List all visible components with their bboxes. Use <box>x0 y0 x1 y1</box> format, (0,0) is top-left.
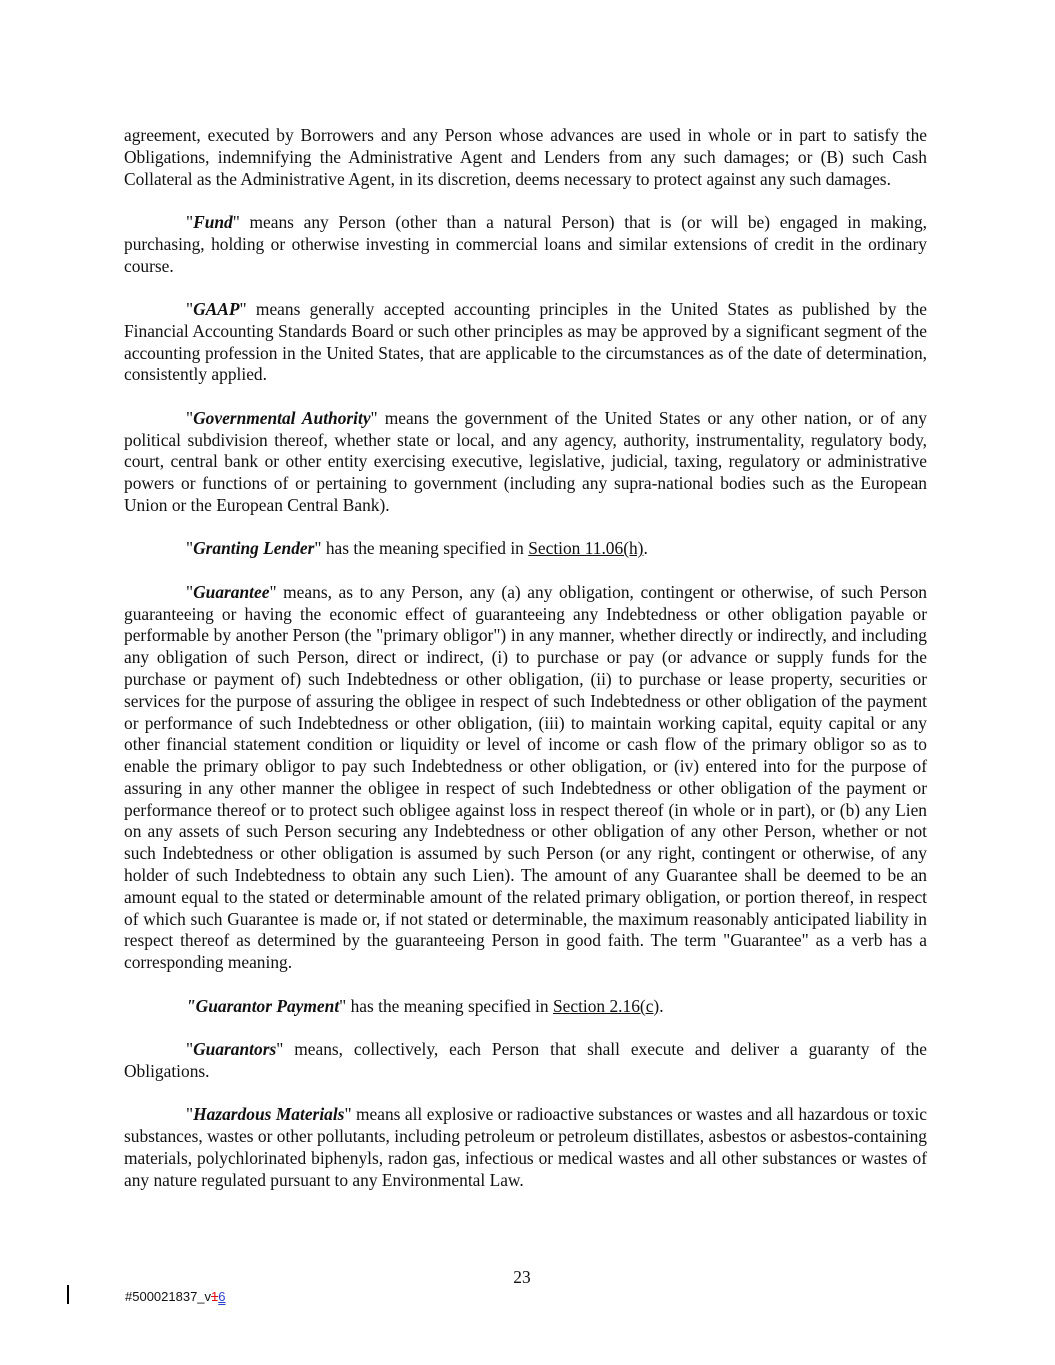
version-deleted: 1 <box>211 1289 219 1304</box>
definition-hazardous-materials: "Hazardous Materials" means all explosive or radioactive substances or wastes and all hazardous or toxic substances, wastes or other pollutants, including petroleum or petroleum distillates, asbestos or asbestos-containing materials, polychlorinated biphenyls, radon gas, infectious or medical wastes and all other substances or wastes of any nature regulated pursuant to any Environmental Law. <box>124 1104 927 1190</box>
defined-term: Hazardous Materials <box>193 1104 345 1125</box>
definition-text: means the government of the United States or any other nation, or of any political subdivision thereof, whether state or local, and any agency, authority, instrumentality, regulatory body, court, central bank or other entity exercising executive, legislative, judicial, taxing, regulatory or administrative powers or functions of or pertaining to government (including any supra-national bodies such as the European Union or the European Central Bank). <box>124 407 927 515</box>
definition-text: means all explosive or radioactive substances or wastes and all hazardous or toxic substances, wastes or other pollutants, including petroleum or petroleum distillates, asbestos or asbestos-containing materials, polychlorinated biphenyls, radon gas, infectious or medical wastes and all other substances or wastes of any nature regulated pursuant to any Environmental Law. <box>124 1104 927 1190</box>
section-reference-link[interactable]: Section 2.16(c) <box>552 995 660 1016</box>
paragraph-continuation: agreement, executed by Borrowers and any Person whose advances are used in whole or in part to satisfy the Obligations, indemnifying the Administrative Agent and Lenders from any such damages; or (B) such Cash Collateral as the Administrative Agent, in its discretion, deems necessary to protect against any such damages. <box>124 125 927 189</box>
defined-term: Governmental Authority <box>193 407 371 428</box>
definition-text: means generally accepted accounting principles in the United States as published by the Financial Accounting Standards Board or such other principles as may be approved by a significant segment of the accounting profession in the United States, that are applicable to the circumstances as of the date of determination, consistently applied. <box>124 298 927 385</box>
section-reference-link[interactable]: Section 11.06(h) <box>528 538 644 559</box>
defined-term: Guarantee <box>193 581 270 602</box>
page-number: 23 <box>513 1267 531 1287</box>
definition-text: means, as to any Person, any (a) any obligation, contingent or otherwise, of such Person guaranteeing or having the economic effect of guaranteeing any Indebtedness or other obligation payable or performable by another Person (the "primary obligor") in any manner, whether directly or indirectly, and including any obligation of such Person, direct or indirect, (i) to purchase or pay (or advance or supply funds for the purchase or payment of) such Indebtedness or other obligation, (ii) to purchase or lease property, securities or services for the purpose of assuring the obligee in respect of such Indebtedness or other obligation of the payment or performance of such Indebtedness or other obligation, (iii) to maintain working capital, equity capital or any other financial statement condition or liquidity or level of income or cash flow of the primary obligor so as to enable the primary obligor to pay such Indebtedness or other obligation, or (iv) entered into for the purpose of assuring in any other manner the obligee in respect of such Indebtedness or other obligation of the payment or performance thereof or to protect such obligee against loss in respect thereof (in whole or in part), or (b) any Lien on any assets of such Person securing any Indebtedness or other obligation of any other Person, whether or not such Indebtedness or other obligation is assumed by such Person (or any right, contingent or otherwise, of any holder of such Indebtedness to obtain any such Lien). The amount of any Guarantee shall be deemed to be an amount equal to the stated or determinable amount of the related primary obligation, or portion thereof, in respect of which such Guarantee is made or, if not stated or determinable, the maximum reasonably anticipated liability in respect thereof as determined by the guaranteeing Person in good faith. The term "Guarantee" as a verb has a corresponding meaning. <box>124 581 927 973</box>
document-id: #500021837_v16 <box>125 1289 226 1304</box>
definition-text: has the meaning specified in <box>321 538 529 559</box>
definition-granting-lender: "Granting Lender" has the meaning specified in Section 11.06(h). <box>186 538 648 559</box>
defined-term: GAAP <box>193 298 240 319</box>
definitions-body <box>124 125 927 1213</box>
definition-governmental-authority: "Governmental Authority" means the government of the United States or any other nation, or of any political subdivision thereof, whether state or local, and any agency, authority, instrumentality, regulatory body, court, central bank or other entity exercising executive, legislative, judicial, taxing, regulatory or administrative powers or functions of or pertaining to government (including any supra-national bodies such as the European Union or the European Central Bank). <box>124 407 927 515</box>
definition-guarantors: "Guarantors" means, collectively, each Person that shall execute and deliver a guaranty of the Obligations. <box>124 1039 927 1081</box>
definition-fund: "Fund" means any Person (other than a natural Person) that is (or will be) engaged in making, purchasing, holding or otherwise investing in commercial loans and similar extensions of credit in the ordinary course. <box>124 211 927 276</box>
definition-guarantor-payment: "Guarantor Payment" has the meaning specified in Section 2.16(c). <box>186 995 664 1016</box>
definition-text: has the meaning specified in <box>346 995 553 1016</box>
revision-change-bar <box>67 1285 69 1304</box>
definition-guarantee: "Guarantee" means, as to any Person, any (a) any obligation, contingent or otherwise, of such Person guaranteeing or having the economic effect of guaranteeing any Indebtedness or other obligation payable or performable by another Person (the "primary obligor") in any manner, whether directly or indirectly, and including any obligation of such Person, direct or indirect, (i) to purchase or pay (or advance or supply funds for the purchase or payment of) such Indebtedness or other obligation, (ii) to purchase or lease property, securities or services for the purpose of assuring the obligee in respect of such Indebtedness or other obligation of the payment or performance of such Indebtedness or other obligation, (iii) to maintain working capital, equity capital or any other financial statement condition or liquidity or level of income or cash flow of the primary obligor so as to enable the primary obligor to pay such Indebtedness or other obligation, or (iv) entered into for the purpose of assuring in any other manner the obligee in respect of such Indebtedness or other obligation of the payment or performance thereof or to protect such obligee against loss in respect thereof (in whole or in part), or (b) any Lien on any assets of such Person securing any Indebtedness or other obligation of any other Person, whether or not such Indebtedness or other obligation is assumed by such Person (or any right, contingent or otherwise, of any holder of such Indebtedness to obtain any such Lien). The amount of any Guarantee shall be deemed to be an amount equal to the stated or determinable amount of the related primary obligation, or portion thereof, in respect of which such Guarantee is made or, if not stated or determinable, the maximum reasonably anticipated liability in respect thereof as determined by the guaranteeing Person in good faith. The term "Guarantee" as a verb has a corresponding meaning. <box>124 581 927 973</box>
version-inserted: 6 <box>218 1289 226 1304</box>
definition-text: means any Person (other than a natural Person) that is (or will be) engaged in making, purchasing, holding or otherwise investing in commercial loans and similar extensions of credit in the ordinary course. <box>124 211 927 276</box>
definition-text: means, collectively, each Person that shall execute and deliver a guaranty of the Obligations. <box>124 1039 927 1081</box>
definition-gaap: "GAAP" means generally accepted accounting principles in the United States as published by the Financial Accounting Standards Board or such other principles as may be approved by a significant segment of the accounting profession in the United States, that are applicable to the circumstances as of the date of determination, consistently applied. <box>124 298 927 385</box>
defined-term: Granting Lender <box>193 538 315 559</box>
defined-term: "Guarantor Payment <box>186 995 340 1016</box>
defined-term: Guarantors <box>193 1039 277 1060</box>
defined-term: Fund <box>193 211 233 232</box>
